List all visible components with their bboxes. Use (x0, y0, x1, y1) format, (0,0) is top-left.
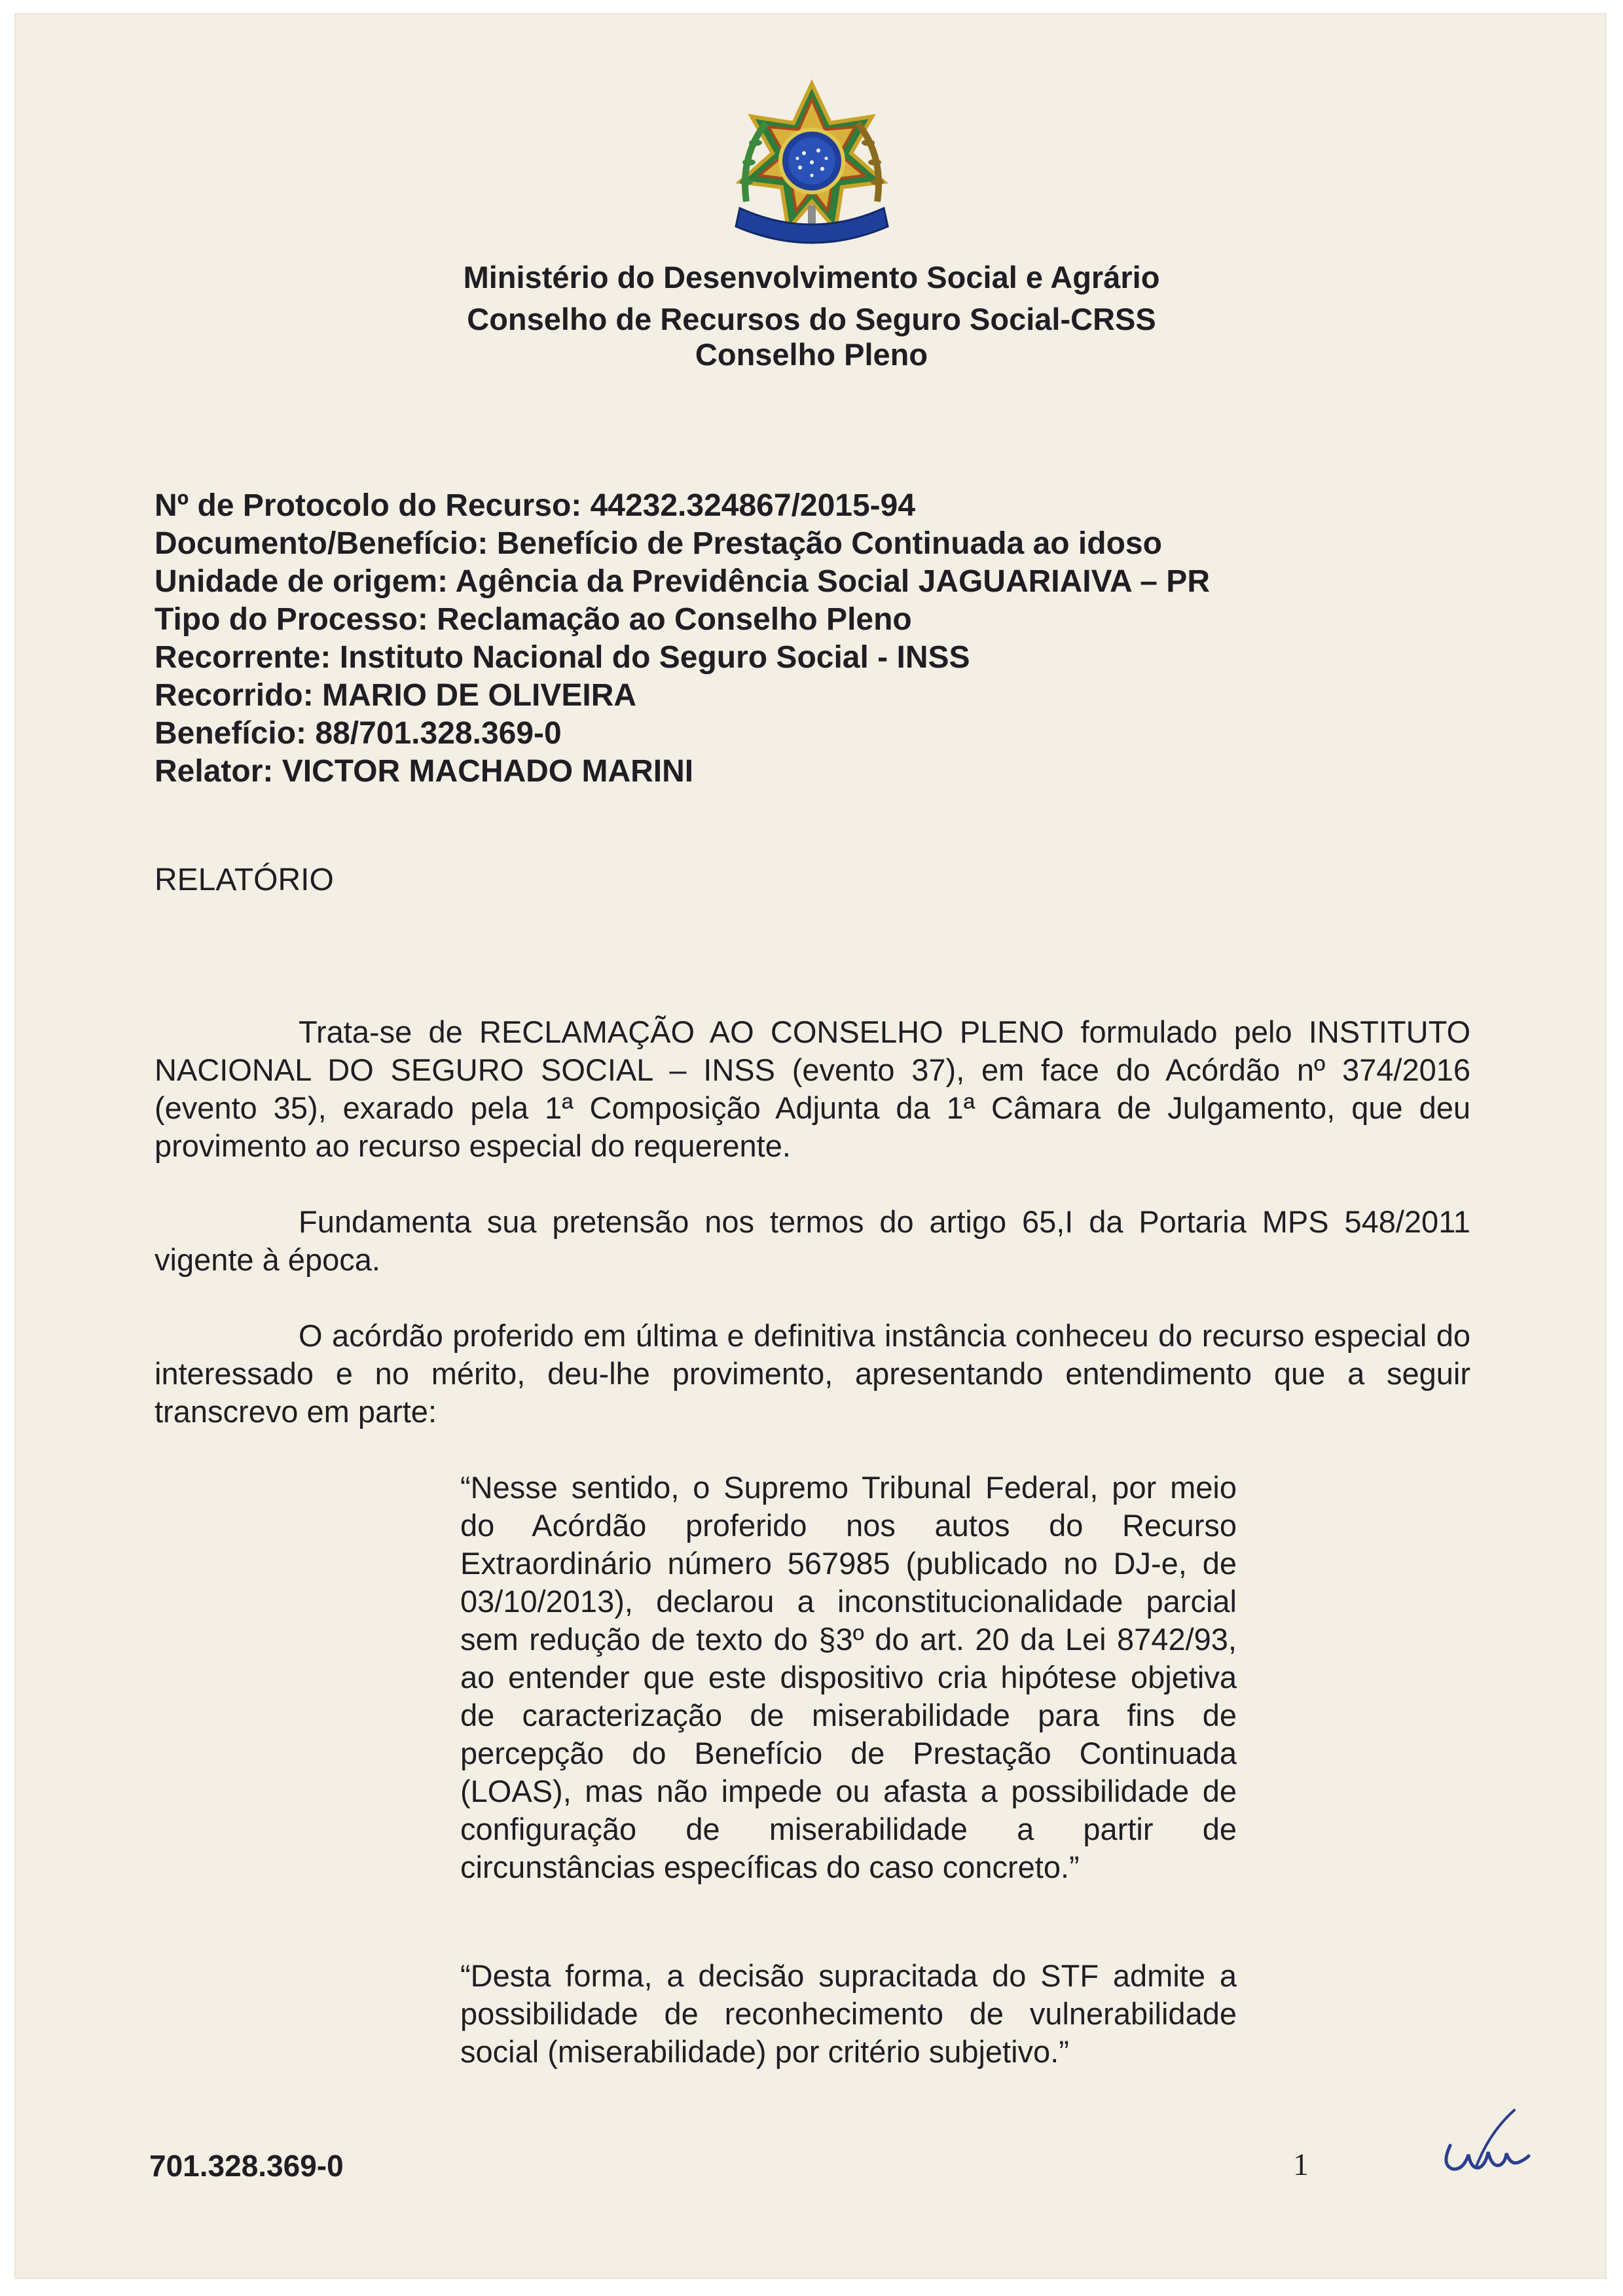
appellee: Recorrido: MARIO DE OLIVEIRA (155, 678, 637, 713)
section-title: RELATÓRIO (155, 863, 334, 897)
paragraph: Trata-se de RECLAMAÇÃO AO CONSELHO PLENO formulado pelo INSTITUTO NACIONAL DO SEGURO SOCIAL – INSS (evento 37), em face do Acórdão nº 374/2016 (evento 35), exarado pela 1ª Composição Adjunta da 1ª Câmara de Julgamento, que deu provimento ao recurso especial do requerente. (155, 1014, 1470, 1163)
brazil-coat-of-arms-icon (720, 77, 903, 254)
footer-benefit-number: 701.328.369-0 (149, 2149, 344, 2183)
document-benefit: Documento/Benefício: Benefício de Prestação Continuada ao idoso (155, 526, 1162, 561)
block-quote: “Desta forma, a decisão supracitada do STF admite a possibilidade de reconhecimento de vulnerabilidade social (miserabilidade) por critério subjetivo.” (460, 1958, 1237, 2069)
board-heading: Conselho Pleno (695, 337, 928, 372)
protocol-number: Nº de Protocolo do Recurso: 44232.324867/2015-94 (155, 488, 916, 523)
ministry-heading: Ministério do Desenvolvimento Social e Agrário (463, 260, 1160, 295)
process-type: Tipo do Processo: Reclamação ao Conselho Pleno (155, 602, 912, 637)
page-number: 1 (1293, 2147, 1309, 2182)
council-heading: Conselho de Recursos do Seguro Social-CRSS (467, 302, 1156, 336)
origin-unit: Unidade de origem: Agência da Previdência Social JAGUARIAIVA – PR (155, 564, 1210, 599)
paragraph: O acórdão proferido em última e definitiva instância conheceu do recurso especial do interessado e no mérito, deu-lhe provimento, apresentando entendimento que a seguir transcrevo em parte: (155, 1318, 1470, 1429)
appellant: Recorrente: Instituto Nacional do Seguro Social - INSS (155, 640, 970, 675)
benefit-number: Benefício: 88/701.328.369-0 (155, 716, 562, 751)
rapporteur: Relator: VICTOR MACHADO MARINI (155, 754, 694, 789)
signature-icon (1437, 2106, 1535, 2178)
paragraph: Fundamenta sua pretensão nos termos do artigo 65,I da Portaria MPS 548/2011 vigente à época. (155, 1204, 1470, 1277)
block-quote: “Nesse sentido, o Supremo Tribunal Federal, por meio do Acórdão proferido nos autos do Recurso Extraordinário número 567985 (publicado no DJ-e, de 03/10/2013), declarou a inconstitucionalidade parcial sem redução de texto do §3º do art. 20 da Lei 8742/93, ao entender que este dispositivo cria hipótese objetiva de caracterização de miserabilidade para fins de percepção do Benefício de Prestação Continuada (LOAS), mas não impede ou afasta a possibilidade de configuração de miserabilidade a partir de circunstâncias específicas do caso concreto.” (460, 1470, 1237, 1884)
